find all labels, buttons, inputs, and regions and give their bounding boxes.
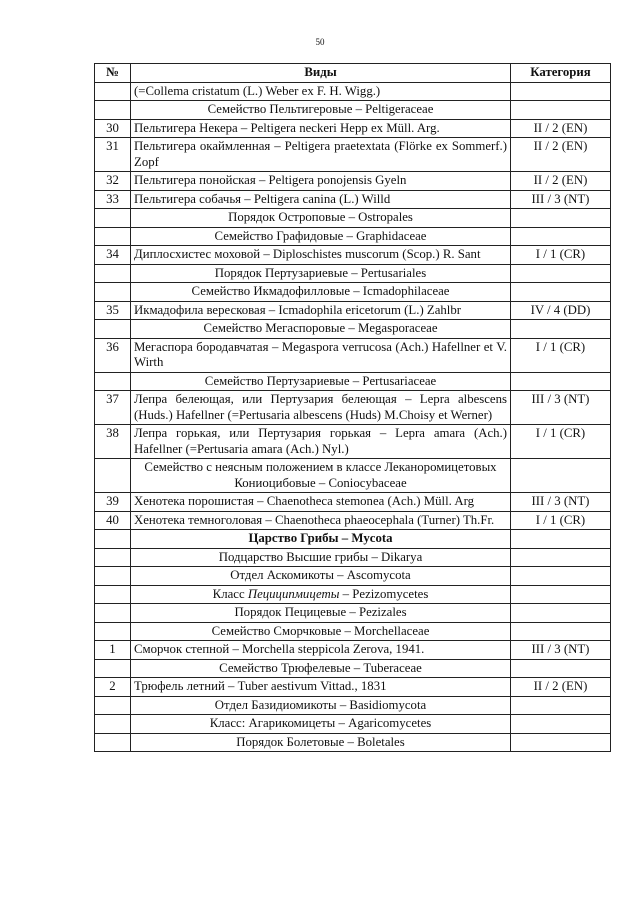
table-row	[95, 715, 611, 734]
header-number: №	[95, 64, 131, 83]
species-name: Лепра горькая, или Пертузария горькая – Lepra amara (Ach.) Hafellner (=Pertusaria amara (Ach.) Nyl.)	[131, 425, 511, 459]
taxon-group-heading: Порядок Болетовые – Boletales	[131, 733, 511, 752]
species-name: (=Collema cristatum (L.) Weber ex F. H. Wigg.)	[131, 82, 511, 101]
table-header-row	[95, 64, 611, 83]
row-number	[95, 715, 131, 734]
row-number: 34	[95, 246, 131, 265]
table-row	[95, 283, 611, 302]
row-number	[95, 82, 131, 101]
category-cell: IV / 4 (DD)	[511, 301, 611, 320]
species-row	[95, 246, 611, 265]
table-row	[95, 320, 611, 339]
table-row	[95, 659, 611, 678]
species-row	[95, 172, 611, 191]
taxon-group-heading: Порядок Пертузариевые – Pertusariales	[131, 264, 511, 283]
species-row	[95, 301, 611, 320]
taxon-group-heading: Отдел Базидиомикоты – Basidiomycota	[131, 696, 511, 715]
page-number: 50	[315, 37, 325, 47]
species-row	[95, 338, 611, 372]
row-number	[95, 264, 131, 283]
category-cell: III / 3 (NT)	[511, 641, 611, 660]
category-cell	[511, 567, 611, 586]
category-cell: III / 3 (NT)	[511, 190, 611, 209]
taxon-group-heading: Семейство Сморчковые – Morchellaceae	[131, 622, 511, 641]
category-cell: III / 3 (NT)	[511, 493, 611, 512]
species-row	[95, 391, 611, 425]
table-row	[95, 459, 611, 493]
category-cell	[511, 283, 611, 302]
row-number: 40	[95, 511, 131, 530]
species-name: Лепра белеющая, или Пертузария белеющая – Lepra albescens (Huds.) Hafellner (=Pertusaria albescens (Huds) M.Choisy et Werner)	[131, 391, 511, 425]
row-number	[95, 459, 131, 493]
species-row	[95, 119, 611, 138]
category-cell: I / 1 (CR)	[511, 425, 611, 459]
table-row	[95, 227, 611, 246]
category-cell	[511, 459, 611, 493]
row-number	[95, 372, 131, 391]
category-cell	[511, 715, 611, 734]
table-row	[95, 209, 611, 228]
table-row	[95, 733, 611, 752]
row-number: 37	[95, 391, 131, 425]
row-number	[95, 585, 131, 604]
category-cell	[511, 696, 611, 715]
species-name: Диплосхистес моховой – Diploschistes muscorum (Scop.) R. Sant	[131, 246, 511, 265]
species-name: Мегаспора бородавчатая – Megaspora verrucosa (Ach.) Hafellner et V. Wirth	[131, 338, 511, 372]
row-number	[95, 659, 131, 678]
row-number: 31	[95, 138, 131, 172]
species-row	[95, 138, 611, 172]
species-row	[95, 641, 611, 660]
category-cell	[511, 227, 611, 246]
row-number	[95, 548, 131, 567]
species-name: Пельтигера собачья – Peltigera canina (L.) Willd	[131, 190, 511, 209]
category-cell: III / 3 (NT)	[511, 391, 611, 425]
category-cell	[511, 659, 611, 678]
category-cell: II / 2 (EN)	[511, 678, 611, 697]
species-name: Пельтигера понойская – Peltigera ponojensis Gyeln	[131, 172, 511, 191]
category-cell	[511, 101, 611, 120]
row-number	[95, 733, 131, 752]
row-number	[95, 604, 131, 623]
species-table	[94, 63, 611, 752]
row-number: 33	[95, 190, 131, 209]
table-row	[95, 696, 611, 715]
taxon-group-heading: Семейство Мегаспоровые – Megasporaceae	[131, 320, 511, 339]
table-row	[95, 530, 611, 549]
taxon-group-heading: Семейство Трюфелевые – Tuberaceae	[131, 659, 511, 678]
table-row	[95, 548, 611, 567]
category-cell: I / 1 (CR)	[511, 246, 611, 265]
taxon-group-heading: Отдел Аскомикоты – Ascomycota	[131, 567, 511, 586]
table-row	[95, 585, 611, 604]
species-row	[95, 425, 611, 459]
table-row	[95, 372, 611, 391]
species-row	[95, 678, 611, 697]
row-number	[95, 209, 131, 228]
row-number	[95, 567, 131, 586]
category-cell	[511, 733, 611, 752]
row-number	[95, 530, 131, 549]
species-name: Сморчок степной – Morchella steppicola Zerova, 1941.	[131, 641, 511, 660]
row-number: 39	[95, 493, 131, 512]
row-number: 30	[95, 119, 131, 138]
row-number: 32	[95, 172, 131, 191]
row-number: 35	[95, 301, 131, 320]
table-row	[95, 604, 611, 623]
category-cell	[511, 530, 611, 549]
header-species: Виды	[131, 64, 511, 83]
row-number	[95, 101, 131, 120]
species-name: Пельтигера Некера – Peltigera neckeri Hepp ex Müll. Arg.	[131, 119, 511, 138]
category-cell	[511, 604, 611, 623]
species-row	[95, 190, 611, 209]
category-cell	[511, 622, 611, 641]
taxon-group-heading: Порядок Остроповые – Ostropales	[131, 209, 511, 228]
row-number	[95, 283, 131, 302]
taxon-group-heading: Семейство Икмадофилловые – Icmadophilaceae	[131, 283, 511, 302]
category-cell: I / 1 (CR)	[511, 511, 611, 530]
species-name: Хенотека темноголовая – Chaenotheca phaeocephala (Turner) Th.Fr.	[131, 511, 511, 530]
category-cell	[511, 209, 611, 228]
category-cell: II / 2 (EN)	[511, 138, 611, 172]
row-number	[95, 696, 131, 715]
species-name: Икмадофила вересковая – Icmadophila ericetorum (L.) Zahlbr	[131, 301, 511, 320]
table-row	[95, 82, 611, 101]
species-name: Пельтигера окаймленная – Peltigera praetextata (Flörke ex Sommerf.) Zopf	[131, 138, 511, 172]
table-row	[95, 101, 611, 120]
taxon-group-heading: Класс Пециципмицеты – Pezizomycetes	[131, 585, 511, 604]
header-category: Категория	[511, 64, 611, 83]
category-cell	[511, 548, 611, 567]
category-cell	[511, 372, 611, 391]
table-row	[95, 264, 611, 283]
taxon-group-heading: Семейство Пельтигеровые – Peltigeraceae	[131, 101, 511, 120]
row-number	[95, 227, 131, 246]
row-number: 2	[95, 678, 131, 697]
taxon-group-heading: Семейство с неясным положением в классе Леканоромицетовых Кониоцибовые – Coniocybaceae	[131, 459, 511, 493]
taxon-group-heading: Класс: Агарикомицеты – Agaricomycetes	[131, 715, 511, 734]
row-number	[95, 622, 131, 641]
species-row	[95, 511, 611, 530]
species-name: Трюфель летний – Tuber aestivum Vittad., 1831	[131, 678, 511, 697]
row-number: 1	[95, 641, 131, 660]
taxon-group-heading: Порядок Пецицевые – Pezizales	[131, 604, 511, 623]
table-body	[95, 82, 611, 752]
category-cell	[511, 264, 611, 283]
table-row	[95, 567, 611, 586]
category-cell: II / 2 (EN)	[511, 172, 611, 191]
row-number	[95, 320, 131, 339]
category-cell	[511, 320, 611, 339]
taxon-group-heading: Семейство Пертузариевые – Pertusariaceae	[131, 372, 511, 391]
table-row	[95, 622, 611, 641]
taxon-group-heading: Семейство Графидовые – Graphidaceae	[131, 227, 511, 246]
row-number: 36	[95, 338, 131, 372]
taxon-group-heading: Подцарство Высшие грибы – Dikarya	[131, 548, 511, 567]
category-cell	[511, 82, 611, 101]
category-cell: I / 1 (CR)	[511, 338, 611, 372]
taxon-group-heading: Царство Грибы – Mycota	[131, 530, 511, 549]
species-name: Хенотека порошистая – Chaenotheca stemonea (Ach.) Müll. Arg	[131, 493, 511, 512]
row-number: 38	[95, 425, 131, 459]
category-cell: II / 2 (EN)	[511, 119, 611, 138]
category-cell	[511, 585, 611, 604]
species-row	[95, 493, 611, 512]
